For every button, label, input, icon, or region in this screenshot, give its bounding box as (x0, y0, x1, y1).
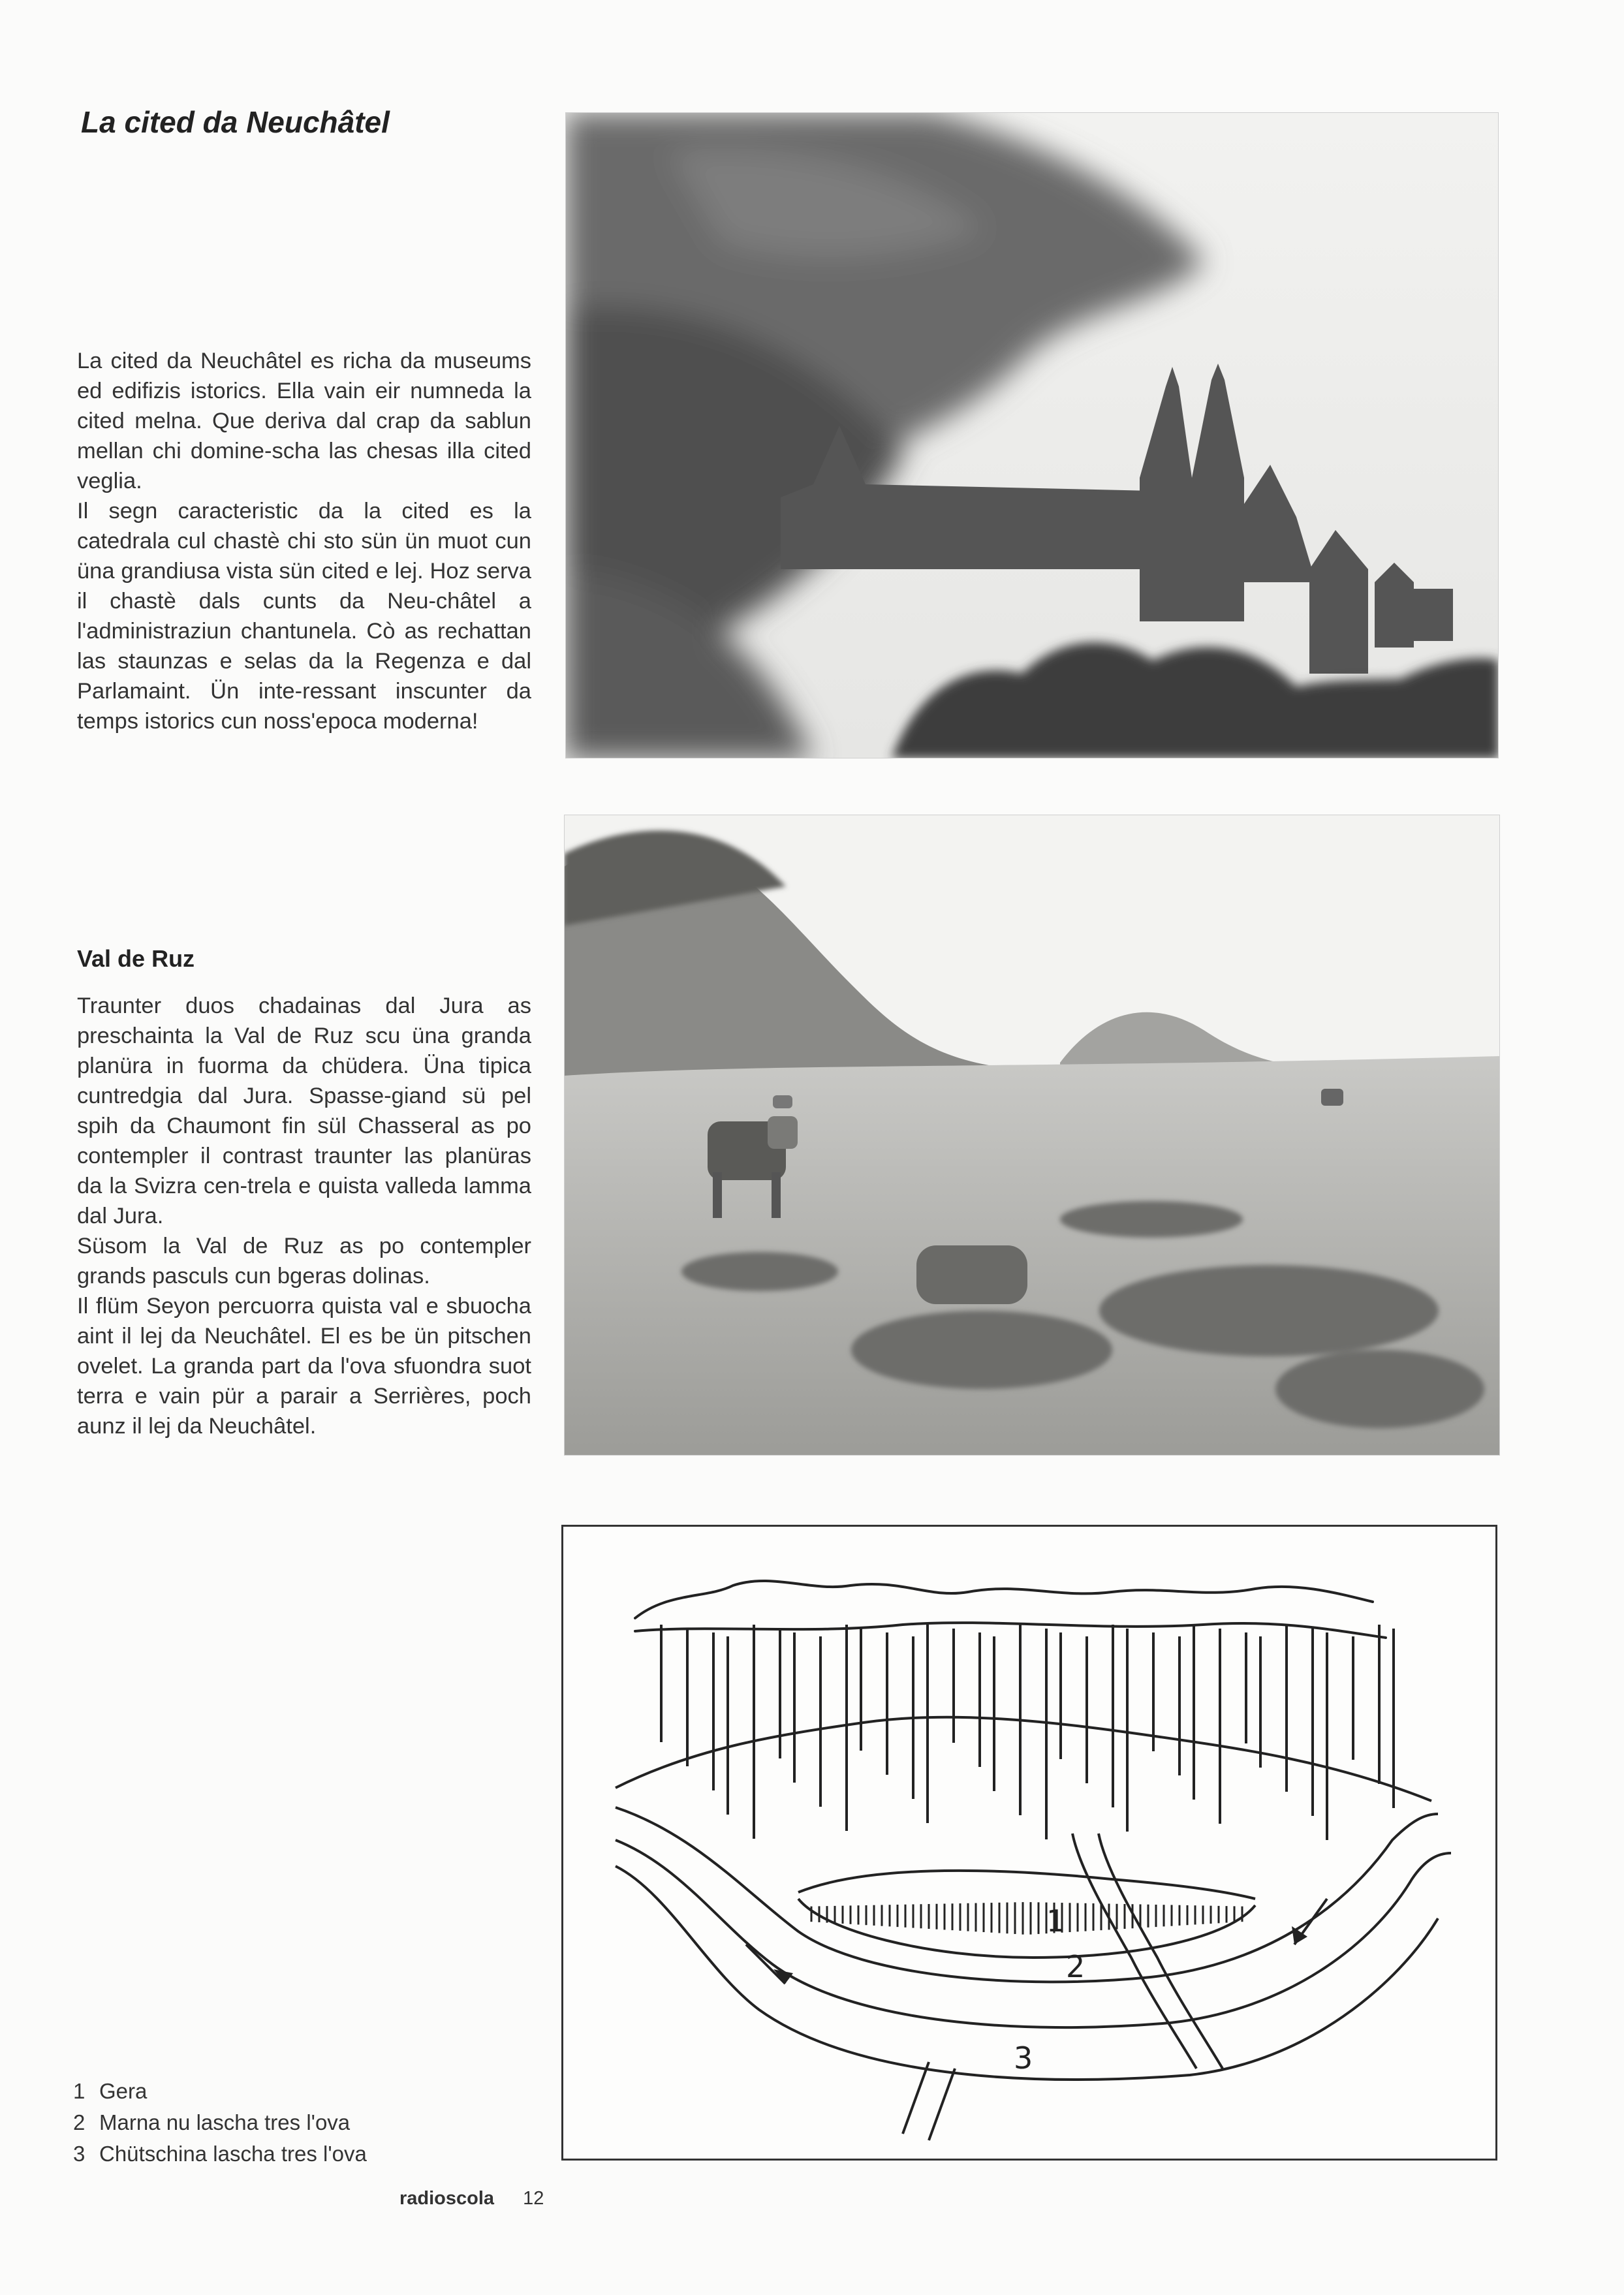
diagram-label-1: 1 (1046, 1903, 1066, 1939)
legend-item: 3 Chütschina lascha tres l'ova (73, 2142, 367, 2166)
page-number: 12 (523, 2188, 544, 2209)
legend-item: 1 Gera (73, 2079, 148, 2103)
section-heading-val-de-ruz: Val de Ruz (77, 945, 195, 972)
page-footer (399, 2188, 544, 2209)
geology-diagram (561, 1525, 1497, 2161)
val-de-ruz-paragraph-3: Il flüm Seyon percuorra quista val e sbuocha aint il lej da Neuchâtel. El es be ün pitschen ovelet. La granda part da l'ova sfuondra suot terra e vain pür a parair a Serrières, poch aunz il lej da Neuchâtel. (77, 1294, 531, 1439)
legend-item: 2 Marna nu lascha tres l'ova (73, 2110, 351, 2134)
publication-name: radioscola (399, 2188, 495, 2209)
page-title: La cited da Neuchâtel (81, 105, 390, 139)
diagram-label-2: 2 (1066, 1949, 1085, 1984)
intro-paragraph-1: La cited da Neuchâtel es richa da museums ed edifizis istorics. Ella vain eir numneda la cited melna. Que deriva dal crap da sablun mellan chi domine-scha las chesas illa cited veglia. (77, 349, 531, 493)
val-de-ruz-paragraph-1: Traunter duos chadainas dal Jura as preschainta la Val de Ruz scu üna granda planüra in fuorma da chüdera. Üna tipica cuntredgia dal Jura. Spasse-giand sü pel spih da Chaumont fin sül Chasseral as po contempler il contrast traunter las planüras da la Svizra cen-trela e quista valleda lamma dal Jura. (77, 993, 531, 1228)
pasture-photo (564, 815, 1500, 1456)
diagram-label-3: 3 (1014, 2040, 1033, 2076)
diagram-legend (73, 2076, 367, 2170)
intro-text (77, 346, 531, 736)
cathedral-photo (565, 112, 1499, 758)
val-de-ruz-text (77, 991, 531, 1441)
intro-paragraph-2: Il segn caracteristic da la cited es la catedrala cul chastè chi sto sün ün muot cun üna grandiusa vista sün cited e lej. Hoz serva il chastè dals cunts da Neu-châtel a l'administraziun chantunela. Cò as rechattan las staunzas e selas da la Regenza e dal Parlamaint. Ün inte-ressant inscunter da temps istorics cun noss'epoca moderna! (77, 499, 531, 734)
val-de-ruz-paragraph-2: Süsom la Val de Ruz as po contempler grands pasculs cun bgeras dolinas. (77, 1234, 531, 1288)
